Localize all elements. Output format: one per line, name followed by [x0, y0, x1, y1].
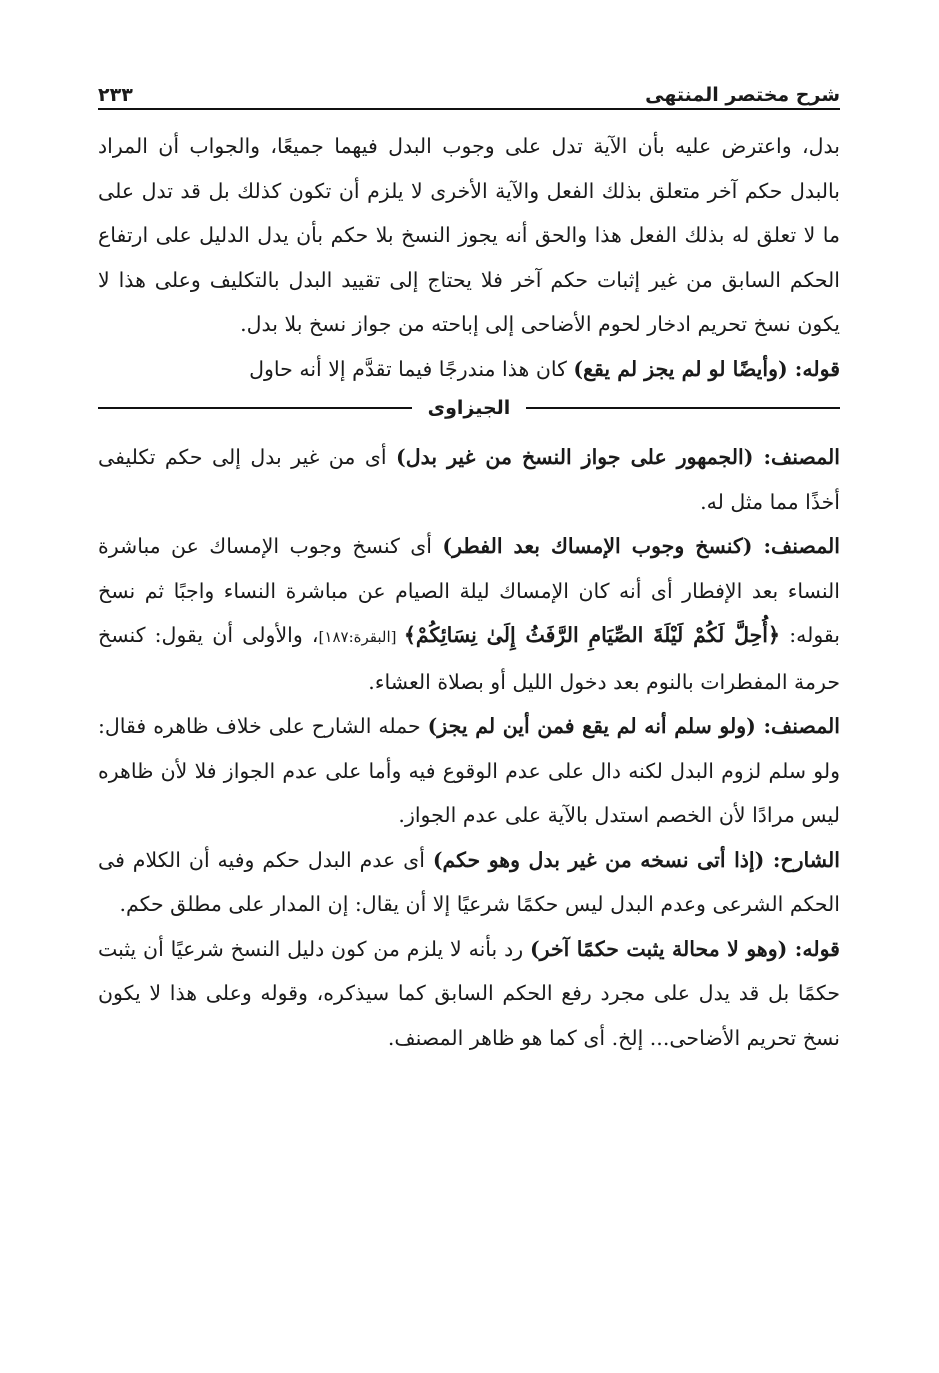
paragraph-lead: قوله: (وأيضًا لو لم يجز لم يقع)	[573, 356, 840, 381]
paragraph-lower-5	[98, 927, 840, 1061]
paragraph-text: ، والأولى أن يقول: كنسخ حرمة المفطرات بالنوم بعد دخول الليل أو بصلاة العشاء.	[98, 623, 840, 694]
running-title: شرح مختصر المنتهى	[645, 84, 840, 106]
paragraph-text: حمله الشارح على خلاف ظاهره فقال: ولو سلم لزوم البدل لكنه دال على عدم الوقوع فيه وأما على عدم الجواز فلا لأن ظاهره ليس مرادًا لأن الخصم استدل بالآية على عدم الجواز.	[98, 714, 840, 827]
paragraph-text: كان هذا مندرجًا فيما تقدَّم إلا أنه حاول	[249, 356, 574, 381]
paragraph-lead: المصنف: (كنسخ وجوب الإمساك بعد الفطر)	[442, 534, 840, 558]
paragraph-lead: المصنف: (ولو سلم أنه لم يقع فمن أين لم يجز)	[427, 714, 840, 738]
page-body	[98, 124, 840, 1060]
paragraph-text: أى عدم البدل حكم وفيه أن الكلام فى الحكم الشرعى وعدم البدل ليس حكمًا شرعيًا إلا أن يقال: إن المدار على مطلق حكم.	[98, 847, 840, 916]
paragraph-upper-1	[98, 124, 840, 347]
page-number: ٢٣٣	[98, 84, 133, 106]
quran-verse: ﴿أُحِلَّ لَكُمْ لَيْلَةَ الصِّيَامِ الرَّفَثُ إِلَىٰ نِسَائِكُمْ﴾	[403, 623, 781, 647]
paragraph-lower-1	[98, 435, 840, 524]
paragraph-lower-4	[98, 838, 840, 927]
paragraph-text: بدل، واعترض عليه بأن الآية تدل على وجوب البدل فيهما جميعًا، والجواب أن المراد بالبدل حكم آخر متعلق بذلك الفعل والآية الأخرى لا يلزم أن تكون كذلك بل قد تدل على ما لا تعلق له بذلك الفعل هذا والحق أنه يجوز النسخ بلا حكم بأن يدل الدليل على ارتفاع الحكم السابق من غير إثبات حكم آخر فلا يحتاج إلى تقييد البدل بالتكليف وعلى هذا لا يكون نسخ تحريم ادخار لحوم الأضاحى إلى إباحته من جواز نسخ بلا بدل.	[98, 134, 840, 336]
paragraph-text: أى من غير بدل إلى حكم تكليفى أخذًا مما مثل له.	[98, 445, 840, 514]
paragraph-text: أى كنسخ وجوب الإمساك عن مباشرة النساء بعد الإفطار أى أنه كان الإمساك ليلة الصيام عن مباشرة النساء واجبًا ثم نسخ بقوله:	[98, 534, 841, 647]
paragraph-lower-2	[98, 524, 840, 704]
paragraph-upper-2	[98, 347, 840, 392]
paragraph-lead: قوله: (وهو لا محالة يثبت حكمًا آخر)	[529, 936, 840, 961]
running-header	[98, 70, 840, 110]
paragraph-lead: الشارح: (إذا أتى نسخه من غير بدل وهو حكم)	[432, 847, 840, 872]
paragraph-lead: المصنف: (الجمهور على جواز النسخ من غير بدل)	[396, 445, 840, 469]
book-page	[98, 70, 840, 1060]
section-divider	[98, 393, 840, 423]
divider-line-right	[526, 407, 840, 409]
paragraph-text: رد بأنه لا يلزم من كون دليل النسخ شرعيًا أن يثبت حكمًا بل قد يدل على مجرد رفع الحكم السابق كما سيذكره، وقوله وعلى هذا لا يكون نسخ تحريم الأضاحى... إلخ. أى كما هو ظاهر المصنف.	[98, 936, 840, 1050]
verse-citation: [البقرة:١٨٧]	[318, 628, 404, 646]
commentary-title: الجيزاوى	[427, 396, 511, 419]
paragraph-lower-3	[98, 704, 840, 838]
divider-line-left	[98, 407, 412, 409]
